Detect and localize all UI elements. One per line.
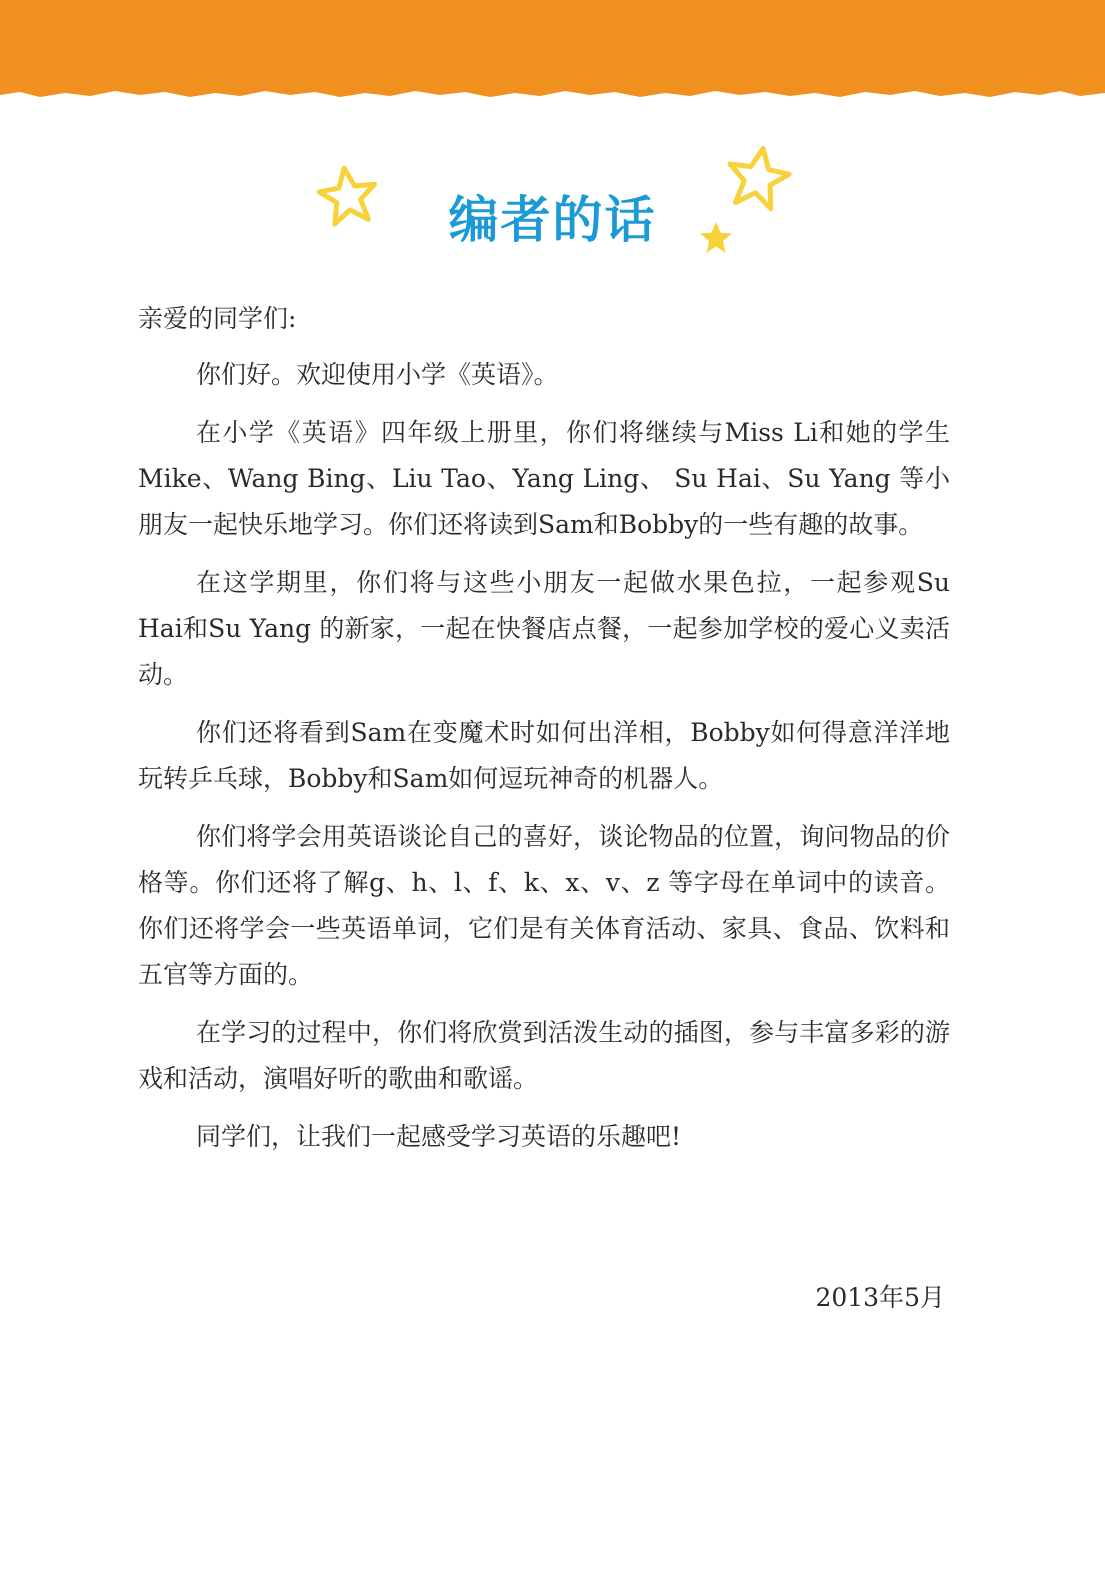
letter-body	[138, 296, 950, 1172]
page-title: 编者的话	[448, 191, 657, 249]
paragraph: 你们还将看到Sam在变魔术时如何出洋相，Bobby如何得意洋洋地玩转乒乓球，Bobby和Sam如何逗玩神奇的机器人。	[138, 718, 950, 793]
paragraph: 同学们，让我们一起感受学习英语的乐趣吧!	[196, 1122, 682, 1151]
torn-paper-edge	[0, 0, 1105, 97]
star-outline-icon	[724, 144, 792, 212]
paragraph: 在这学期里，你们将与这些小朋友一起做水果色拉，一起参观Su Hai和Su Yang 的新家，一起在快餐店点餐，一起参加学校的爱心义卖活动。	[138, 568, 950, 689]
paragraph: 你们好。欢迎使用小学《英语》。	[196, 360, 559, 389]
paragraph: 在学习的过程中，你们将欣赏到活泼生动的插图，参与丰富多彩的游戏和活动，演唱好听的歌曲和歌谣。	[138, 1018, 950, 1093]
title-area	[0, 140, 1105, 270]
paragraph: 在小学《英语》四年级上册里，你们将继续与Miss Li和她的学生Mike、Wang Bing、Liu Tao、Yang Ling、 Su Hai、Su Yang 等小朋友一起快乐地学习。你们还将读到Sam和Bobby的一些有趣的故事。	[138, 418, 950, 539]
date-signature: 2013年5月	[815, 1283, 945, 1312]
paragraph: 你们将学会用英语谈论自己的喜好，谈论物品的位置，询问物品的价格等。你们还将了解g、h、l、f、k、x、v、z 等字母在单词中的读音。你们还将学会一些英语单词，它们是有关体育活动、家具、食品、饮料和五官等方面的。	[138, 822, 950, 989]
top-orange-band	[0, 0, 1105, 110]
salutation: 亲爱的同学们:	[138, 304, 297, 333]
star-filled-icon	[698, 220, 734, 256]
